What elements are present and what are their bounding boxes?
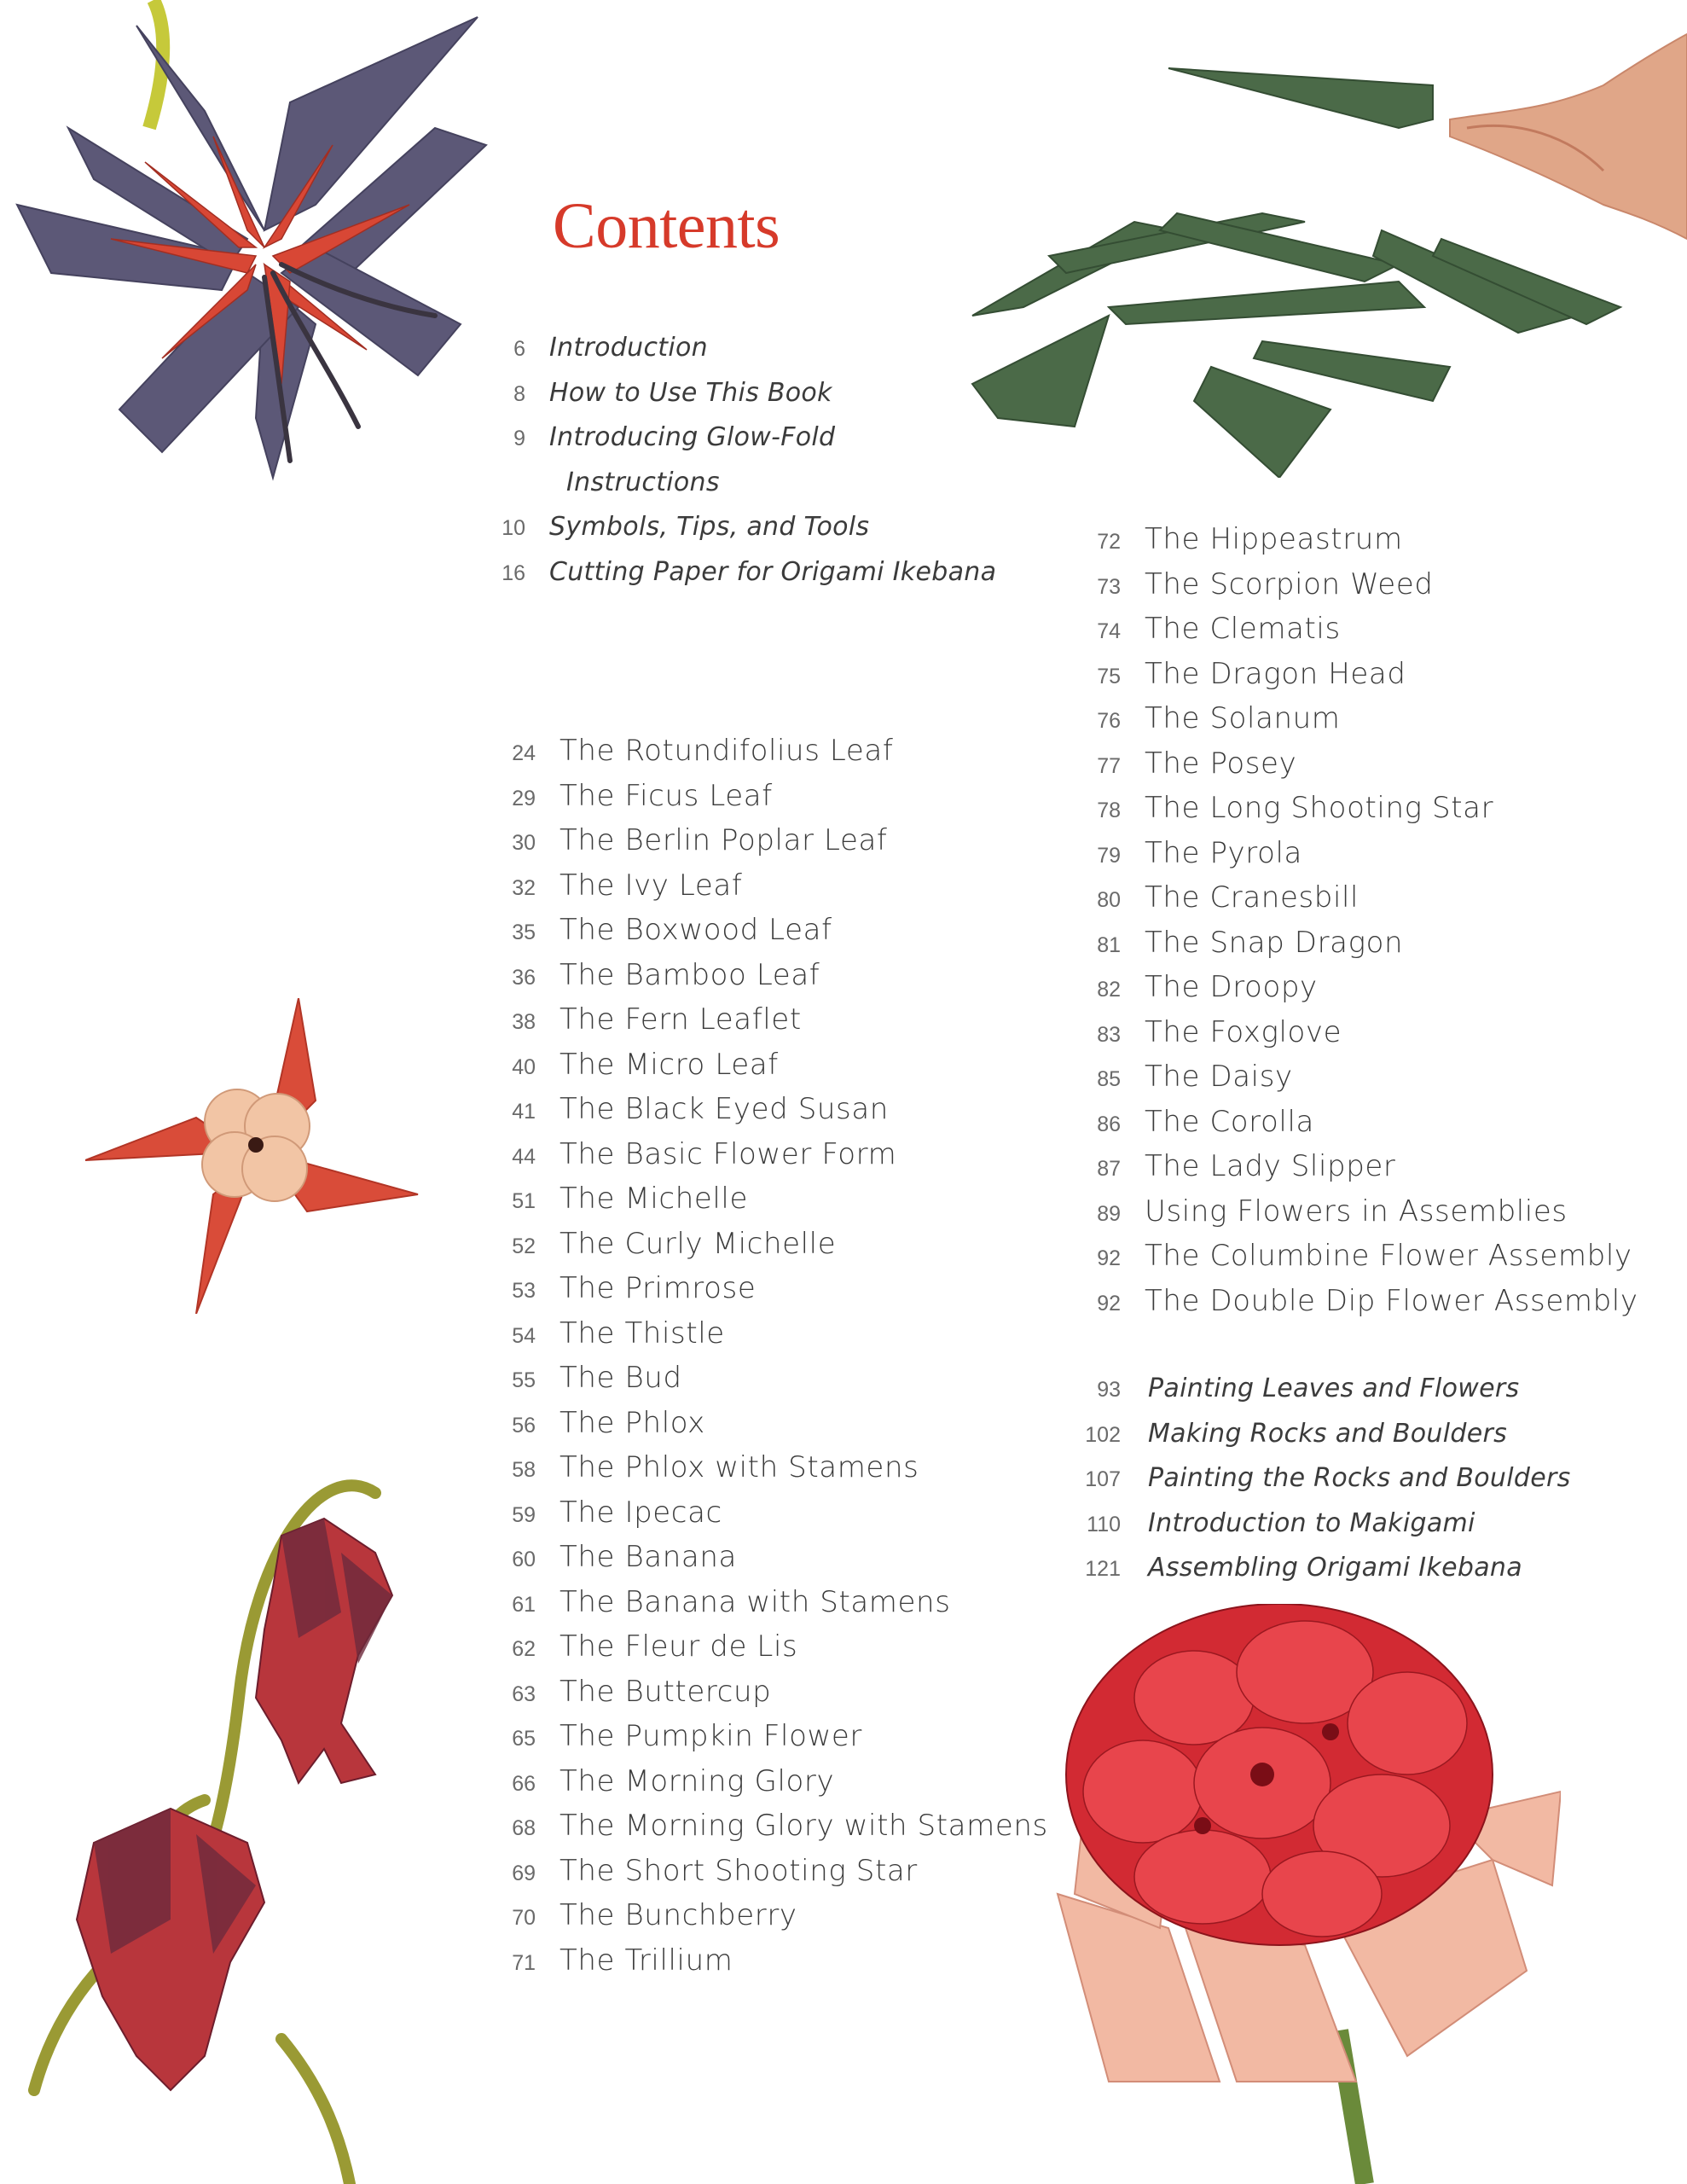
toc-entry bbox=[1071, 701, 1341, 735]
toc-entry-title: The Snap Dragon bbox=[1145, 925, 1404, 960]
toc-page-number: 74 bbox=[1097, 619, 1121, 643]
toc-entry bbox=[486, 422, 835, 452]
toc-entry bbox=[486, 333, 708, 363]
toc-entry-title: The Buttercup bbox=[559, 1674, 772, 1709]
green-leaves-image bbox=[921, 0, 1687, 478]
toc-entry-title: The Ficus Leaf bbox=[559, 778, 773, 813]
toc-entry bbox=[486, 1585, 951, 1619]
toc-entry bbox=[486, 378, 832, 408]
toc-entry bbox=[1071, 1060, 1293, 1094]
toc-page-number: 60 bbox=[512, 1548, 536, 1571]
toc-page-number: 30 bbox=[512, 831, 536, 855]
toc-entry-title: The Banana with Stamens bbox=[559, 1584, 951, 1619]
toc-page-number: 63 bbox=[512, 1682, 536, 1706]
toc-entry-title: The Long Shooting Star bbox=[1145, 791, 1494, 825]
toc-page-number: 86 bbox=[1097, 1112, 1121, 1136]
toc-page-number: 62 bbox=[512, 1637, 536, 1661]
toc-entry bbox=[486, 1092, 889, 1126]
toc-entry-title: The Bud bbox=[559, 1361, 682, 1395]
toc-entry bbox=[486, 1450, 919, 1484]
toc-page-number: 82 bbox=[1097, 978, 1121, 1002]
toc-entry bbox=[1071, 1463, 1571, 1493]
toc-entry-title: The Daisy bbox=[1145, 1060, 1293, 1094]
toc-page-number: 24 bbox=[512, 741, 536, 765]
toc-entry bbox=[1071, 567, 1434, 601]
toc-entry bbox=[1071, 612, 1341, 646]
toc-page-number: 61 bbox=[512, 1592, 536, 1617]
toc-entry-title: The Ivy Leaf bbox=[559, 868, 743, 903]
toc-entry-title: The Dragon Head bbox=[1145, 656, 1406, 691]
toc-entry-title: The Short Shooting Star bbox=[559, 1853, 918, 1888]
red-peach-flower-image bbox=[85, 998, 426, 1314]
toc-entry-title: The Foxglove bbox=[1145, 1014, 1342, 1049]
toc-entry bbox=[1071, 926, 1403, 960]
toc-entry bbox=[486, 779, 773, 813]
toc-entry bbox=[1071, 522, 1403, 556]
toc-entry-title: The Black Eyed Susan bbox=[559, 1092, 889, 1126]
toc-entry bbox=[486, 958, 820, 992]
toc-page-number: 65 bbox=[512, 1727, 536, 1751]
toc-entry-title: The Morning Glory bbox=[559, 1763, 835, 1798]
toc-entry-title: Painting the Rocks and Boulders bbox=[1148, 1463, 1571, 1493]
toc-entry-title: The Micro Leaf bbox=[559, 1047, 779, 1082]
toc-entry bbox=[1071, 1553, 1522, 1583]
toc-page-number: 72 bbox=[1097, 530, 1121, 554]
toc-entry-title: The Primrose bbox=[559, 1271, 757, 1305]
toc-entry-title: The Cranesbill bbox=[1145, 880, 1359, 915]
toc-entry-title: Introducing Glow-Fold bbox=[549, 422, 836, 452]
toc-entry-title: The Boxwood Leaf bbox=[559, 913, 832, 947]
toc-page-number: 85 bbox=[1097, 1067, 1121, 1091]
toc-entry bbox=[486, 1540, 737, 1574]
toc-entry bbox=[486, 1629, 797, 1664]
toc-entry-title: The Corolla bbox=[1145, 1104, 1314, 1139]
toc-entry-title: The Rotundifolius Leaf bbox=[559, 734, 894, 768]
toc-entry bbox=[486, 1137, 896, 1171]
toc-page-number: 71 bbox=[512, 1950, 536, 1975]
toc-page-number: 81 bbox=[1097, 932, 1121, 957]
toc-entry bbox=[1071, 1374, 1519, 1403]
toc-entry-title: The Bunchberry bbox=[559, 1898, 797, 1932]
toc-page-number: 56 bbox=[512, 1413, 536, 1438]
toc-entry bbox=[486, 1316, 725, 1350]
toc-entry bbox=[1071, 1508, 1475, 1538]
dark-red-bell-flowers-image bbox=[0, 1442, 478, 2184]
toc-page-number: 51 bbox=[512, 1189, 536, 1213]
toc-page-number: 29 bbox=[512, 786, 536, 810]
purple-star-flower-image bbox=[0, 0, 512, 495]
toc-entry bbox=[486, 1361, 682, 1395]
toc-page-number: 75 bbox=[1097, 664, 1121, 688]
toc-entry-title: The Solanum bbox=[1145, 701, 1341, 735]
toc-entry-title: The Pumpkin Flower bbox=[559, 1719, 863, 1753]
toc-entry-title: Symbols, Tips, and Tools bbox=[549, 512, 870, 542]
toc-entry-title: Introduction bbox=[549, 333, 708, 363]
toc-entry bbox=[1071, 1284, 1638, 1318]
red-pink-flower-assembly-image bbox=[1049, 1604, 1561, 2184]
toc-entry-title: The Ipecac bbox=[559, 1495, 722, 1530]
toc-entry bbox=[486, 734, 893, 768]
toc-entry bbox=[486, 1764, 834, 1798]
toc-page-number: 92 bbox=[1097, 1291, 1121, 1316]
toc-page-number: 44 bbox=[512, 1144, 536, 1169]
toc-page-number: 107 bbox=[1085, 1467, 1121, 1491]
toc-entry-title: The Berlin Poplar Leaf bbox=[559, 823, 888, 857]
toc-entry bbox=[1071, 657, 1406, 691]
toc-entry bbox=[1071, 1194, 1568, 1228]
toc-entry-title: The Bamboo Leaf bbox=[559, 957, 820, 992]
toc-page-number: 89 bbox=[1097, 1201, 1121, 1226]
toc-entry-title: Cutting Paper for Origami Ikebana bbox=[549, 556, 997, 587]
toc-page-number: 6 bbox=[513, 337, 525, 361]
toc-entry-title: The Morning Glory with Stamens bbox=[559, 1809, 1048, 1843]
toc-page-number: 77 bbox=[1097, 753, 1121, 778]
toc-page-number: 16 bbox=[501, 561, 525, 585]
toc-page-number: 92 bbox=[1097, 1246, 1121, 1270]
toc-entry-title: The Columbine Flower Assembly bbox=[1145, 1239, 1632, 1273]
toc-entry bbox=[486, 823, 887, 857]
toc-entry bbox=[486, 1809, 1048, 1843]
toc-entry bbox=[486, 1182, 748, 1216]
toc-page-number: 78 bbox=[1097, 799, 1121, 822]
toc-entry bbox=[486, 1943, 733, 1978]
toc-entry-title: The Hippeastrum bbox=[1145, 522, 1403, 556]
toc-entry bbox=[486, 557, 996, 587]
toc-entry bbox=[486, 1271, 756, 1305]
toc-entry-title: The Fleur de Lis bbox=[559, 1629, 798, 1664]
toc-entry-title: The Phlox with Stamens bbox=[559, 1450, 919, 1484]
toc-page-number: 59 bbox=[512, 1502, 536, 1527]
toc-page-number: 41 bbox=[512, 1100, 536, 1124]
toc-entry bbox=[486, 1898, 797, 1932]
toc-page-number: 93 bbox=[1097, 1378, 1121, 1402]
toc-entry-title: Painting Leaves and Flowers bbox=[1148, 1374, 1520, 1403]
toc-entry-title: The Scorpion Weed bbox=[1145, 566, 1434, 601]
toc-entry bbox=[1071, 880, 1359, 915]
toc-entry-title: The Posey bbox=[1145, 746, 1297, 781]
toc-entry bbox=[486, 1227, 836, 1261]
toc-page-number: 102 bbox=[1085, 1422, 1121, 1447]
toc-entry bbox=[486, 468, 720, 497]
toc-entry bbox=[486, 512, 869, 542]
toc-entry bbox=[486, 1048, 779, 1082]
toc-entry-title: Making Rocks and Boulders bbox=[1148, 1418, 1508, 1449]
toc-page-number: 80 bbox=[1097, 888, 1121, 912]
toc-entry bbox=[1071, 1419, 1507, 1449]
toc-page-number: 35 bbox=[512, 921, 536, 944]
toc-entry bbox=[486, 913, 832, 947]
toc-page-number: 121 bbox=[1085, 1557, 1121, 1581]
toc-page-number: 10 bbox=[501, 516, 525, 540]
toc-entry-title: The Thistle bbox=[559, 1316, 725, 1350]
toc-page-number: 66 bbox=[512, 1771, 536, 1796]
toc-entry bbox=[1071, 1105, 1314, 1139]
toc-entry bbox=[1071, 1239, 1632, 1273]
toc-entry bbox=[486, 868, 742, 903]
toc-entry bbox=[486, 1496, 722, 1530]
toc-entry-title: Instructions bbox=[566, 467, 720, 497]
toc-entry bbox=[486, 1406, 705, 1440]
toc-entry-title: Assembling Origami Ikebana bbox=[1148, 1553, 1522, 1583]
toc-page-number: 58 bbox=[512, 1458, 536, 1482]
toc-page-number: 8 bbox=[513, 381, 525, 406]
toc-entry-title: The Double Dip Flower Assembly bbox=[1145, 1283, 1638, 1318]
toc-page-number: 54 bbox=[512, 1323, 536, 1348]
toc-entry bbox=[1071, 1149, 1395, 1183]
toc-page-number: 79 bbox=[1097, 843, 1121, 868]
toc-entry bbox=[486, 1719, 862, 1753]
toc-page-number: 87 bbox=[1097, 1157, 1121, 1181]
toc-page-number: 83 bbox=[1097, 1022, 1121, 1047]
toc-page-number: 76 bbox=[1097, 709, 1121, 733]
toc-entry-title: How to Use This Book bbox=[549, 377, 832, 408]
page-title: Contents bbox=[553, 190, 780, 262]
toc-entry-title: The Trillium bbox=[559, 1943, 733, 1978]
toc-page-number: 36 bbox=[512, 965, 536, 990]
toc-entry-title: The Phlox bbox=[559, 1405, 705, 1440]
toc-page-number: 9 bbox=[513, 427, 525, 450]
toc-entry-title: The Basic Flower Form bbox=[559, 1136, 897, 1171]
toc-page-number: 55 bbox=[512, 1368, 536, 1392]
toc-entry-title: The Curly Michelle bbox=[559, 1226, 837, 1261]
toc-page-number: 69 bbox=[512, 1861, 536, 1885]
toc-page-number: 40 bbox=[512, 1054, 536, 1079]
toc-page-number: 70 bbox=[512, 1906, 536, 1930]
toc-entry-title: The Pyrola bbox=[1145, 835, 1302, 870]
toc-entry-title: The Droopy bbox=[1145, 970, 1318, 1004]
toc-entry bbox=[1071, 970, 1318, 1004]
toc-entry-title: Using Flowers in Assemblies bbox=[1145, 1194, 1568, 1228]
toc-entry-title: The Clematis bbox=[1145, 612, 1341, 646]
toc-entry-title: Introduction to Makigami bbox=[1148, 1507, 1475, 1538]
toc-entry-title: The Lady Slipper bbox=[1145, 1149, 1396, 1183]
toc-entry bbox=[486, 1002, 802, 1037]
toc-entry-title: The Fern Leaflet bbox=[559, 1002, 802, 1037]
toc-entry bbox=[1071, 746, 1296, 781]
toc-entry-title: The Michelle bbox=[559, 1182, 748, 1216]
toc-page-number: 38 bbox=[512, 1010, 536, 1034]
toc-page-number: 110 bbox=[1087, 1512, 1121, 1536]
toc-page-number: 73 bbox=[1097, 574, 1121, 599]
toc-entry-title: The Banana bbox=[559, 1540, 737, 1574]
toc-entry bbox=[1071, 836, 1302, 870]
toc-page-number: 68 bbox=[512, 1816, 536, 1840]
toc-entry bbox=[1071, 791, 1493, 825]
toc-entry bbox=[486, 1854, 918, 1888]
toc-page-number: 53 bbox=[512, 1279, 536, 1303]
toc-page-number: 52 bbox=[512, 1234, 536, 1258]
toc-page-number: 32 bbox=[512, 875, 536, 900]
toc-entry bbox=[486, 1675, 771, 1709]
toc-entry bbox=[1071, 1015, 1342, 1049]
